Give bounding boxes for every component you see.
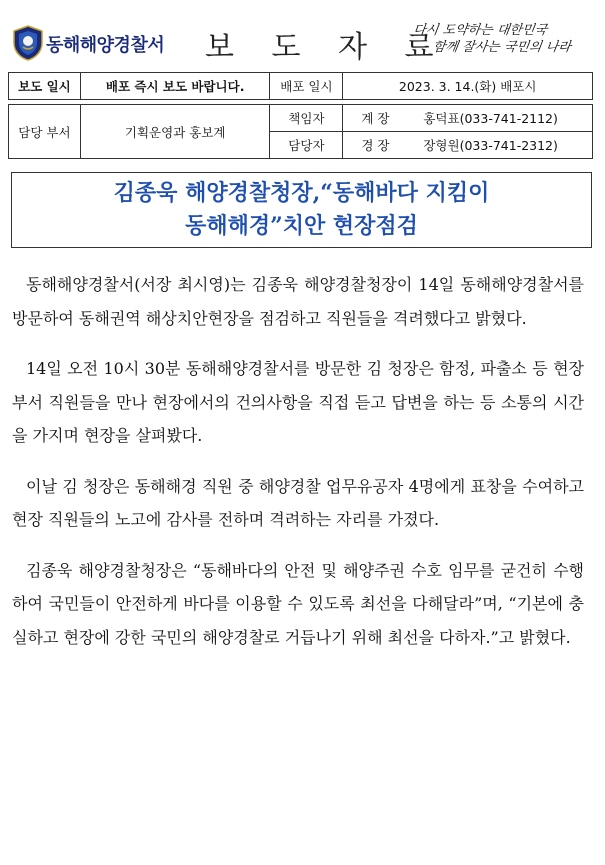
department-value: 기획운영과 홍보계 xyxy=(80,105,270,159)
distribution-value: 2023. 3. 14.(화) 배포시 xyxy=(343,73,593,100)
staff-role: 경 장 xyxy=(361,138,390,153)
chief-label: 책임자 xyxy=(270,105,343,132)
staff-name-phone: 장형원(033-741-2312) xyxy=(423,138,558,153)
paragraph-2: 14일 오전 10시 30분 동해해양경찰서를 방문한 김 청장은 함정, 파출소 등 현장부서 직원들을 만나 현장에서의 건의사항을 직접 듣고 답변을 하는 등 소통의 시간을 가지며 현장을 살펴봤다. xyxy=(12,359,584,445)
distribution-label: 배포 일시 xyxy=(270,73,343,100)
paragraph-4: 김종욱 해양경찰청장은 “동해바다의 안전 및 해양주권 수호 임무를 굳건히 수행하여 국민들이 안전하게 바다를 이용할 수 있도록 최선을 다해달라”며, “기본에 충실하고 현장에 강한 국민의 해양경찰로 거듭나기 위해 최선을 다하자.”고 밝혔다. xyxy=(12,560,584,647)
article-body xyxy=(12,268,584,671)
release-value: 배포 즉시 보도 바랍니다. xyxy=(80,73,270,100)
slogan-line-2: 함께 잘사는 국민의 나라 xyxy=(431,40,572,55)
staff-label: 담당자 xyxy=(270,132,343,159)
chief-role: 계 장 xyxy=(361,111,390,126)
paragraph-1: 동해해양경찰서(서장 최시영)는 김종욱 해양경찰청장이 14일 동해해양경찰서를 방문하여 동해권역 해상치안현장을 점검하고 직원들을 격려했다고 밝혔다. xyxy=(12,275,584,328)
org-name: 동해해양경찰서 xyxy=(46,35,165,56)
chief-contact xyxy=(343,105,593,132)
headline-line-2: 동해해경”치안 현장점검 xyxy=(185,213,418,239)
release-label: 보도 일시 xyxy=(9,73,81,100)
slogan xyxy=(410,22,595,56)
release-info-table xyxy=(8,72,593,159)
headline-box xyxy=(11,172,592,248)
department-label: 담당 부서 xyxy=(9,105,81,159)
headline-line-1: 김종욱 해양경찰청장,“동해바다 지킴이 xyxy=(113,180,490,206)
press-release-title: 보 도 자 료 xyxy=(205,30,448,65)
coast-guard-emblem-icon xyxy=(12,25,44,61)
slogan-line-1: 다시 도약하는 대한민국 xyxy=(412,23,549,38)
staff-contact xyxy=(343,132,593,159)
paragraph-3: 이날 김 청장은 동해해경 직원 중 해양경찰 업무유공자 4명에게 표창을 수여하고 현장 직원들의 노고에 감사를 전하며 격려하는 자리를 가졌다. xyxy=(12,476,584,529)
document-header xyxy=(0,0,605,70)
chief-name-phone: 홍덕표(033-741-2112) xyxy=(423,111,558,126)
